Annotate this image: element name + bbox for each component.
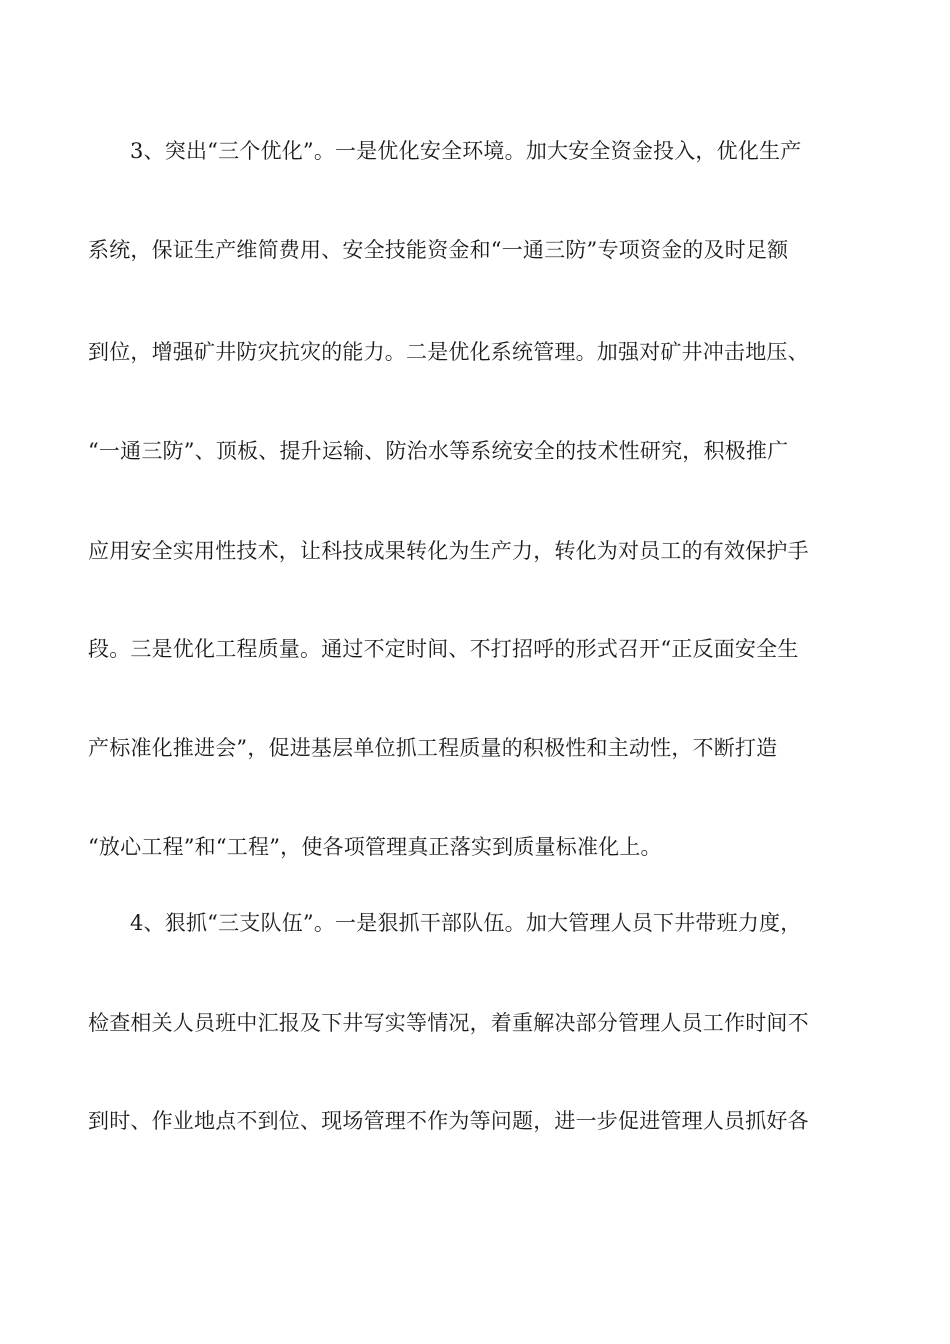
paragraph-1-line-5: 应用安全实用性技术，让科技成果转化为生产力，转化为对员工的有效保护手 [88, 539, 809, 563]
paragraph-2-line-1: 4、狠抓“三支队伍”。一是狠抓干部队伍。加大管理人员下井带班力度， [130, 911, 802, 935]
paragraph-2-line-2: 检查相关人员班中汇报及下井写实等情况，着重解决部分管理人员工作时间不 [88, 1011, 809, 1035]
paragraph-1-line-3: 到位，增强矿井防灾抗灾的能力。二是优化系统管理。加强对矿井冲击地压、 [88, 340, 809, 364]
paragraph-1-line-8: “放心工程”和“工程”，使各项管理真正落实到质量标准化上。 [88, 835, 662, 859]
paragraph-1-line-2: 系统，保证生产维简费用、安全技能资金和“一通三防”专项资金的及时足额 [88, 238, 789, 262]
paragraph-1-line-4: “一通三防”、顶板、提升运输、防治水等系统安全的技术性研究，积极推广 [88, 439, 789, 463]
paragraph-1-line-6: 段。三是优化工程质量。通过不定时间、不打招呼的形式召开“正反面安全生 [88, 637, 799, 661]
paragraph-1-line-7: 产标准化推进会”，促进基层单位抓工程质量的积极性和主动性，不断打造 [88, 736, 778, 760]
paragraph-2-line-3: 到时、作业地点不到位、现场管理不作为等问题，进一步促进管理人员抓好各 [88, 1109, 809, 1133]
paragraph-1-line-1: 3、突出“三个优化”。一是优化安全环境。加大安全资金投入，优化生产 [130, 139, 802, 163]
